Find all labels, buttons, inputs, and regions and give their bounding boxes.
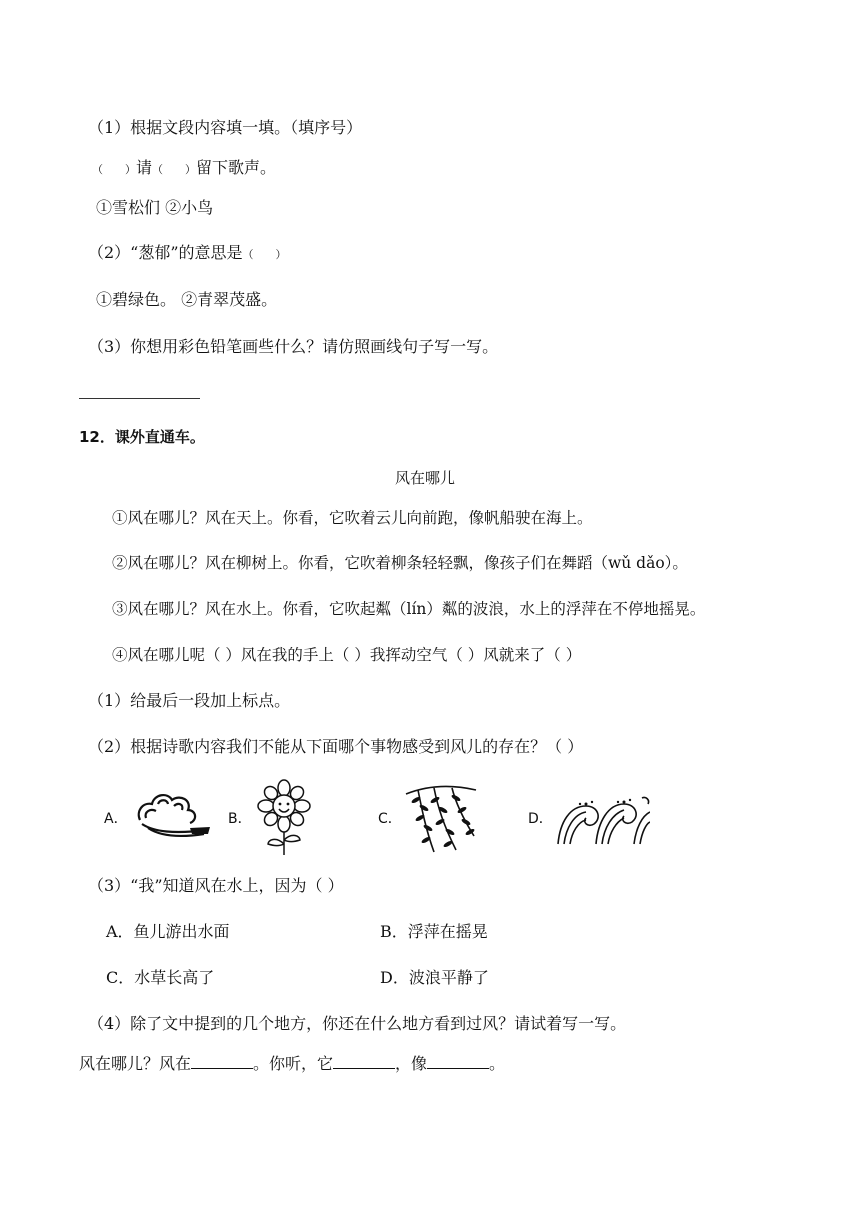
cloud-icon (134, 790, 212, 842)
q1-options: ①雪松们 ②小鸟 (96, 198, 214, 217)
q1-tail: 留下歌声。 (196, 158, 277, 177)
answer-line (79, 398, 200, 399)
poem-para-4: ④风在哪儿呢（ ）风在我的手上（ ）我挥动空气（ ）风就来了（ ） (112, 646, 582, 664)
q1-blank-b: （ ） (152, 163, 197, 176)
flower-icon (254, 778, 314, 856)
pic-label-a: A． (104, 811, 128, 827)
q12-1: （1）给最后一段加上标点。 (88, 691, 291, 710)
q4-fill-part-3: ，像 (395, 1054, 428, 1073)
waves-icon (556, 792, 650, 848)
poem-title: 风在哪儿 (395, 469, 456, 487)
q1-fill-sentence (92, 158, 276, 180)
q2-line (88, 243, 287, 265)
q3-stem: （3）你想用彩色铅笔画些什么？请仿照画线句子写一写。 (88, 337, 499, 356)
q4-fill-sentence (79, 1054, 505, 1074)
q4-fill-part-4: 。 (489, 1054, 506, 1073)
q3-option-b: B．浮萍在摇晃 (380, 922, 488, 941)
q12-4: （4）除了文中提到的几个地方，你还在什么地方看到过风？请试着写一写。 (88, 1014, 627, 1033)
q1-stem: （1）根据文段内容填一填。（填序号） (88, 118, 363, 137)
q3-option-a: A．鱼儿游出水面 (106, 922, 230, 941)
answer-blank[interactable] (191, 1054, 253, 1069)
pic-label-d: D． (528, 811, 553, 827)
q1-blank-a: （ ） (92, 163, 136, 176)
q1-word-qing: 请 (136, 158, 153, 177)
pic-label-c: C． (378, 811, 402, 827)
answer-blank[interactable] (427, 1054, 489, 1069)
q2-stem: （2）“葱郁”的意思是 (88, 243, 243, 262)
poem-para-1: ①风在哪儿？风在天上。你看，它吹着云儿向前跑，像帆船驶在海上。 (112, 509, 593, 527)
q4-fill-part-1: 风在哪儿？风在 (79, 1054, 192, 1073)
q12-3: （3）“我”知道风在水上，因为（ ） (88, 876, 344, 895)
q3-option-d: D．波浪平静了 (380, 968, 489, 987)
willow-icon (404, 780, 478, 856)
q2-options: ①碧绿色。 ②青翠茂盛。 (96, 290, 278, 309)
pic-label-b: B． (228, 811, 252, 827)
poem-para-3: ③风在哪儿？风在水上。你看，它吹起粼（lín）粼的波浪，水上的浮萍在不停地摇晃。 (112, 600, 706, 618)
section-heading: 12．课外直通车。 (79, 428, 205, 446)
answer-blank[interactable] (333, 1054, 395, 1069)
q2-blank: （ ） (242, 248, 287, 261)
q3-option-c: C．水草长高了 (106, 968, 215, 987)
q4-fill-part-2: 。你听，它 (253, 1054, 334, 1073)
poem-para-2: ②风在哪儿？风在柳树上。你看，它吹着柳条轻轻飘，像孩子们在舞蹈（wǔ dǎo）。 (112, 554, 688, 572)
q12-2: （2）根据诗歌内容我们不能从下面哪个事物感受到风儿的存在？（ ） (88, 737, 584, 756)
